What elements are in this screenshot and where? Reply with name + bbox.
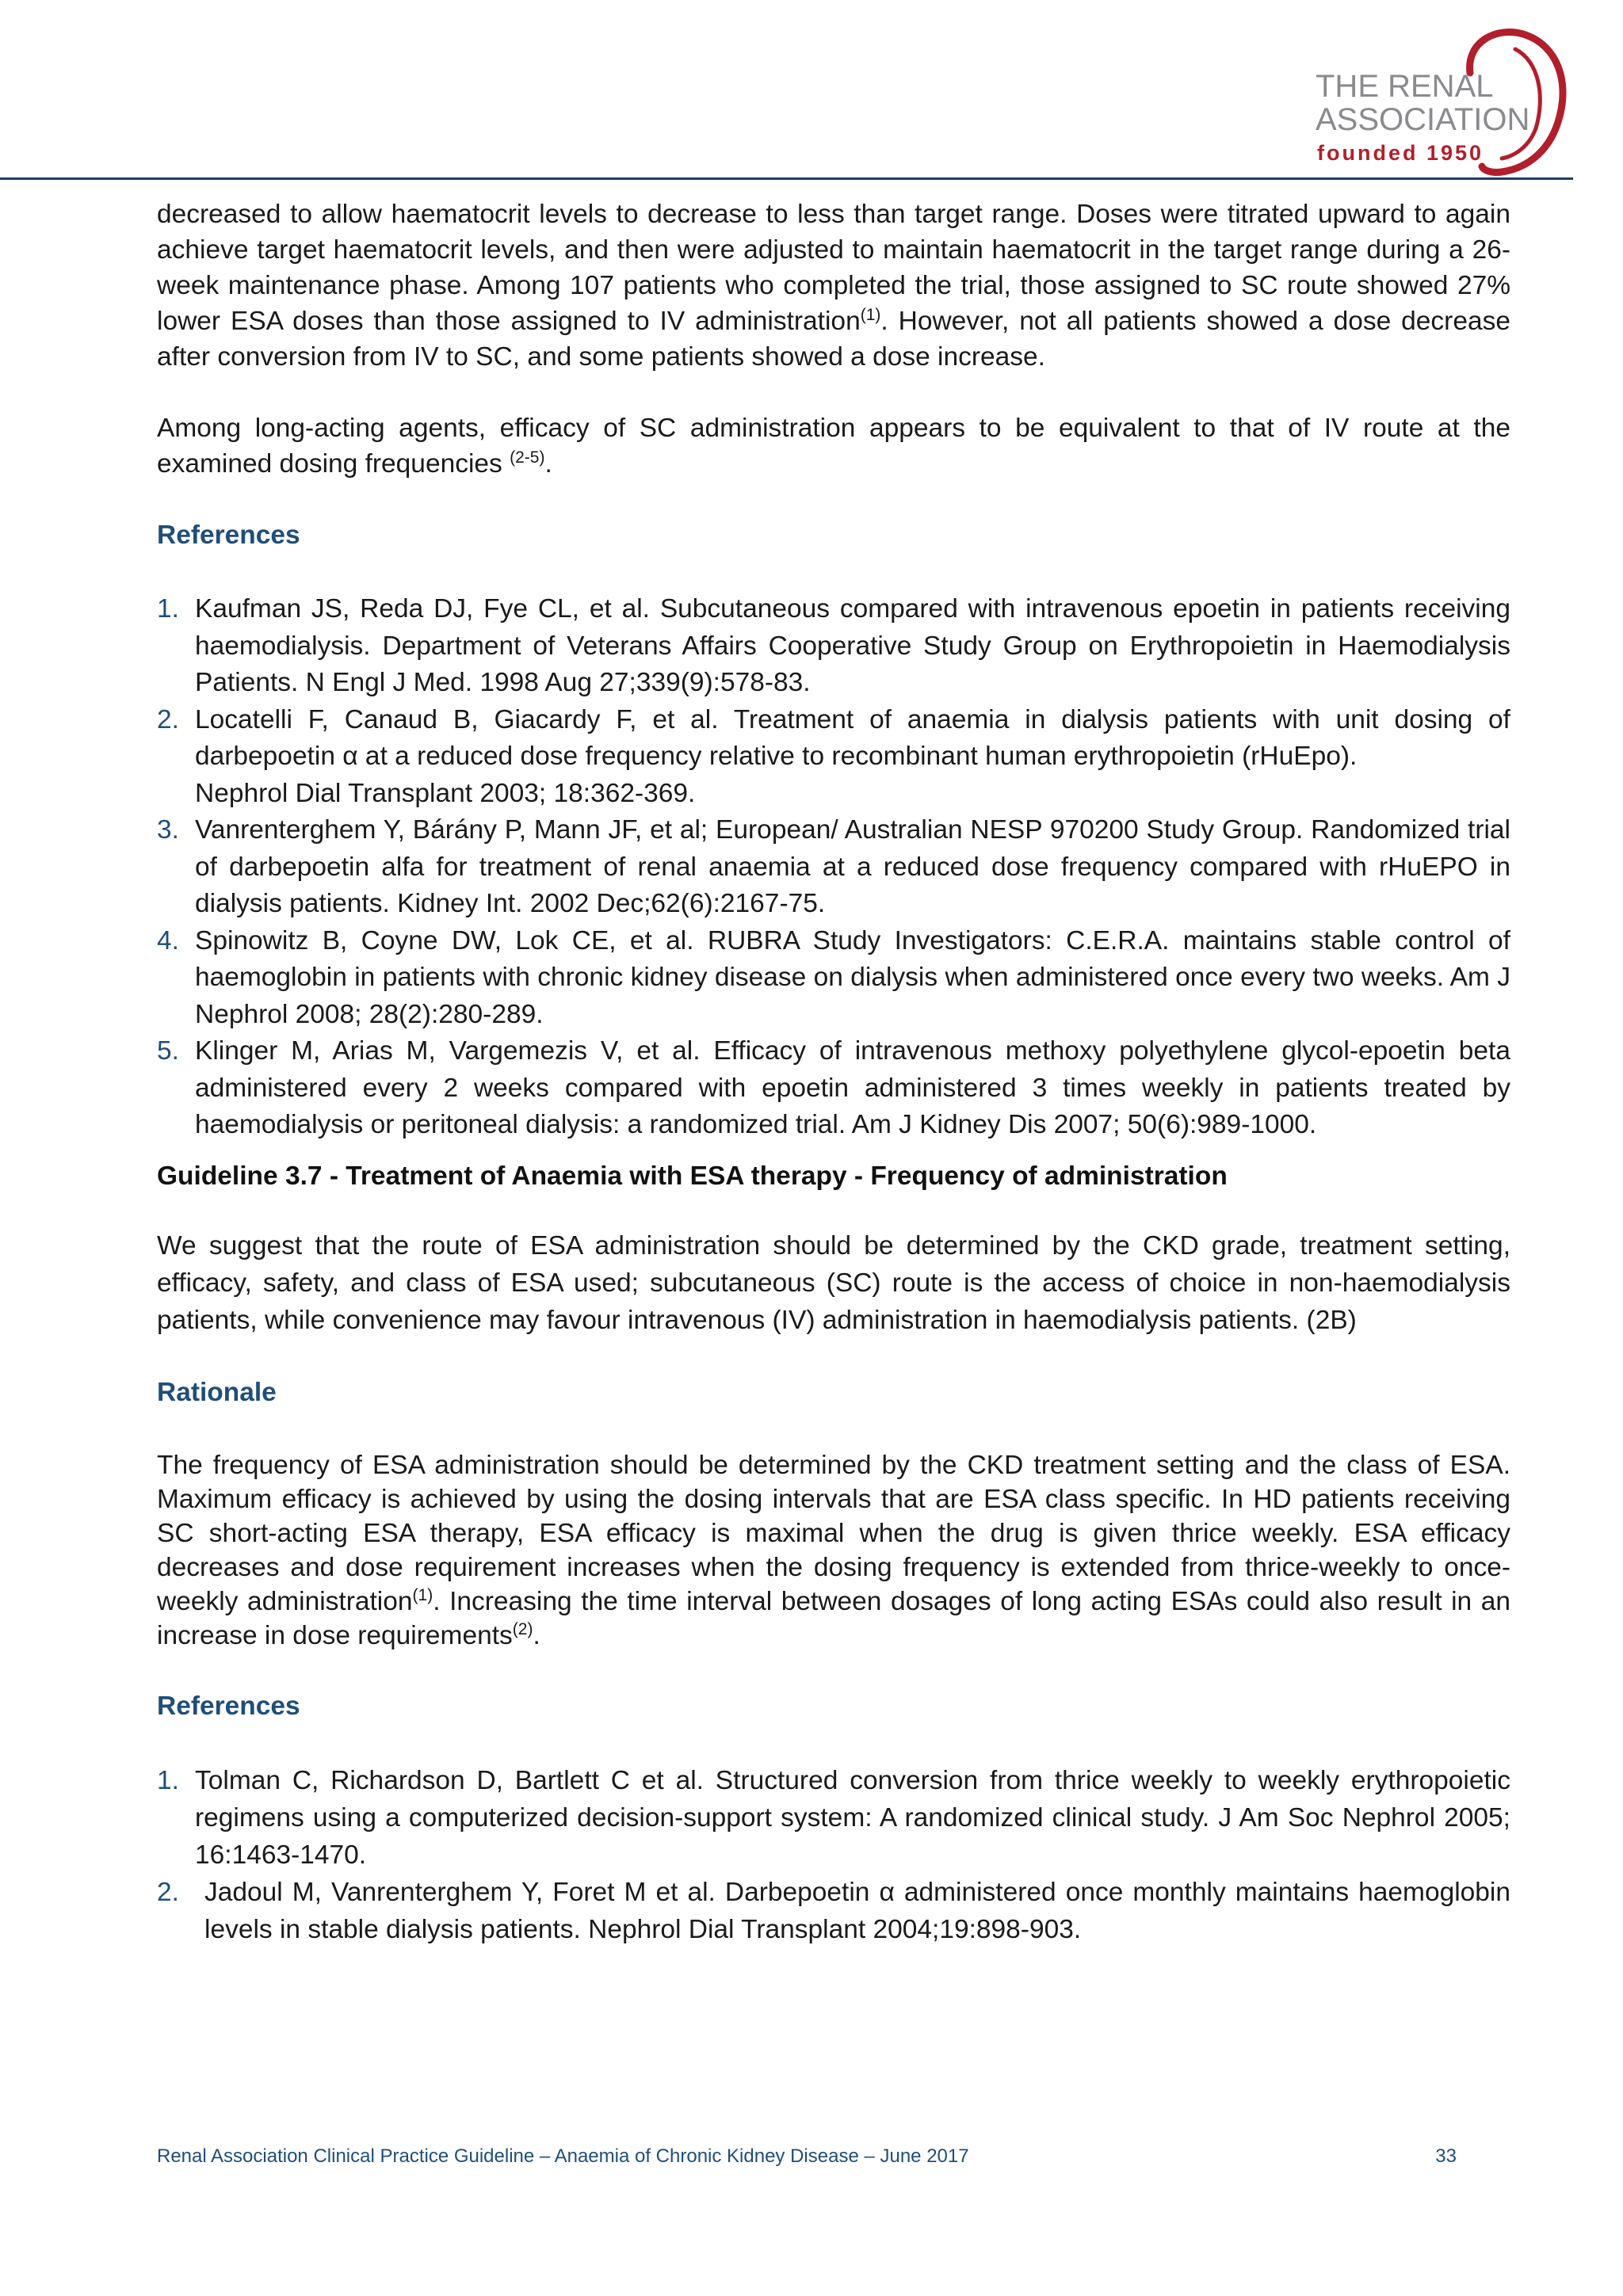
reference-number: 2. bbox=[157, 704, 179, 734]
citation: (1) bbox=[860, 305, 881, 324]
footer-text: Renal Association Clinical Practice Guideline – Anaemia of Chronic Kidney Disease – June 2017 bbox=[157, 2145, 969, 2167]
reference-text-continued: Nephrol Dial Transplant 2003; 18:362-369. bbox=[195, 778, 696, 808]
rationale-paragraph bbox=[157, 1448, 1510, 1653]
page-number: 33 bbox=[1435, 2145, 1457, 2167]
logo-line-3: founded 1950 bbox=[1317, 141, 1484, 165]
references-heading-1: References bbox=[157, 521, 300, 550]
citation: (2) bbox=[512, 1619, 533, 1638]
paragraph-text: . Increasing the time interval between dosages of long acting ESAs could also result in an increase in dose requirements bbox=[157, 1586, 1510, 1650]
logo-line-1: THE RENAL bbox=[1316, 69, 1494, 104]
header-rule bbox=[0, 177, 1573, 180]
reference-item bbox=[157, 591, 1510, 702]
page-footer bbox=[157, 2145, 1457, 2168]
paragraph-iv-sc-trial bbox=[157, 196, 1510, 375]
reference-number: 4. bbox=[157, 925, 179, 955]
reference-text: Spinowitz B, Coyne DW, Lok CE, et al. RUBRA Study Investigators: C.E.R.A. maintains stable control of haemoglobin in patients with chronic kidney disease on dialysis when administered once every two weeks. Am J Nephrol 2008; 28(2):280-289. bbox=[195, 925, 1510, 1029]
paragraph-long-acting bbox=[157, 410, 1510, 482]
reference-number: 3. bbox=[157, 815, 179, 845]
renal-association-logo bbox=[1308, 17, 1577, 176]
paragraph-text: . bbox=[533, 1620, 540, 1650]
paragraph-text: Among long-acting agents, efficacy of SC administration appears to be equivalent to that of IV route at the examined dosing frequencies bbox=[157, 414, 1510, 479]
reference-item bbox=[157, 1762, 1510, 1874]
rationale-heading: Rationale bbox=[157, 1377, 277, 1407]
paragraph-text: . bbox=[544, 449, 552, 479]
logo-line-2: ASSOCIATION bbox=[1316, 102, 1530, 137]
paragraph-text: decreased to allow haematocrit levels to decrease to less than target range. Doses were titrated upward to again achieve target haematocrit levels, and then were adjusted to maintain haematocrit in the target range during a 26-week maintenance phase. Among 107 patients who completed the trial, those assigned to SC route showed 27% lower ESA doses than those assigned to IV administration bbox=[157, 200, 1510, 336]
reference-item bbox=[157, 923, 1510, 1034]
reference-list-2 bbox=[157, 1762, 1510, 1948]
citation: (2-5) bbox=[510, 448, 545, 467]
reference-item bbox=[157, 702, 1510, 813]
reference-item bbox=[157, 1033, 1510, 1144]
paragraph-text: . However, not all patients showed a dose decrease after conversion from IV to SC, and some patients showed a dose increase. bbox=[157, 307, 1510, 372]
citation: (1) bbox=[412, 1585, 433, 1604]
reference-text: Jadoul M, Vanrenterghem Y, Foret M et al. Darbepoetin α administered once monthly maintains haemoglobin levels in stable dialysis patients. Nephrol Dial Transplant 2004;19:898-903. bbox=[204, 1877, 1510, 1944]
guideline-title: Guideline 3.7 - Treatment of Anaemia with ESA therapy - Frequency of administration bbox=[157, 1161, 1228, 1191]
reference-number: 5. bbox=[157, 1036, 179, 1066]
reference-number: 1. bbox=[157, 594, 179, 624]
reference-number: 1. bbox=[157, 1765, 179, 1795]
guideline-statement: We suggest that the route of ESA administration should be determined by the CKD grade, treatment setting, efficacy, safety, and class of ESA used; subcutaneous (SC) route is the access of choice in non-haemodialysis patients, while convenience may favour intravenous (IV) administration in haemodialysis patients. (2B) bbox=[157, 1230, 1510, 1335]
reference-text: Locatelli F, Canaud B, Giacardy F, et al. Treatment of anaemia in dialysis patients with unit dosing of darbepoetin α at a reduced dose frequency relative to recombinant human erythropoietin (rHuEpo). bbox=[195, 704, 1510, 771]
page-content bbox=[157, 196, 1510, 1948]
paragraph-text: The frequency of ESA administration should be determined by the CKD treatment setting and the class of ESA. Maximum efficacy is achieved by using the dosing intervals that are ESA class specific. In HD patients receiving SC short-acting ESA therapy, ESA efficacy is maximal when the drug is given thrice weekly. ESA efficacy decreases and dose requirement increases when the dosing frequency is extended from thrice-weekly to once-weekly administration bbox=[157, 1450, 1510, 1616]
reference-number: 2. bbox=[157, 1877, 179, 1907]
reference-text: Kaufman JS, Reda DJ, Fye CL, et al. Subcutaneous compared with intravenous epoetin in patients receiving haemodialysis. Department of Veterans Affairs Cooperative Study Group on Erythropoietin in Haemodialysis Patients. N Engl J Med. 1998 Aug 27;339(9):578-83. bbox=[195, 594, 1510, 697]
reference-item bbox=[157, 1874, 1510, 1948]
references-heading-2: References bbox=[157, 1691, 300, 1721]
reference-list-1 bbox=[157, 591, 1510, 1144]
reference-item bbox=[157, 812, 1510, 923]
logo-graphic bbox=[1308, 17, 1577, 176]
reference-text: Tolman C, Richardson D, Bartlett C et al. Structured conversion from thrice weekly to weekly erythropoietic regimens using a computerized decision-support system: A randomized clinical study. J Am Soc Nephrol 2005; 16:1463-1470. bbox=[195, 1765, 1510, 1870]
reference-text: Klinger M, Arias M, Vargemezis V, et al. Efficacy of intravenous methoxy polyethylene glycol-epoetin beta administered every 2 weeks compared with epoetin administered 3 times weekly in patients treated by haemodialysis or peritoneal dialysis: a randomized trial. Am J Kidney Dis 2007; 50(6):989-1000. bbox=[195, 1036, 1510, 1139]
reference-text: Vanrenterghem Y, Bárány P, Mann JF, et al; European/ Australian NESP 970200 Study Group. Randomized trial of darbepoetin alfa for treatment of renal anaemia at a reduced dose frequency compared with rHuEPO in dialysis patients. Kidney Int. 2002 Dec;62(6):2167-75. bbox=[195, 815, 1510, 918]
